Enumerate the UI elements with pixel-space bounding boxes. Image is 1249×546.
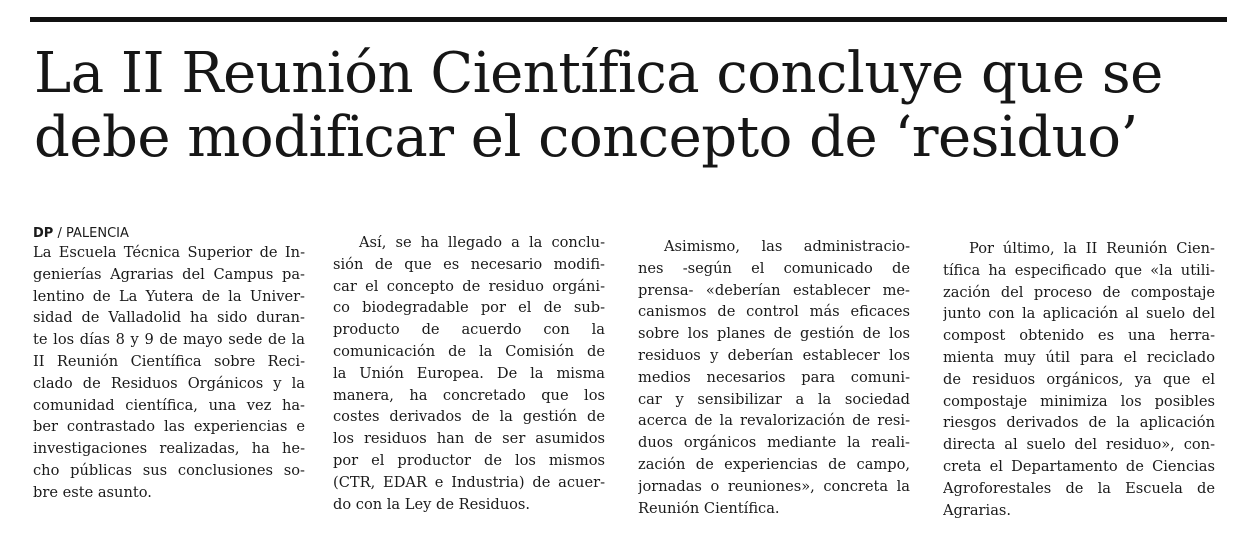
column-4-line: compost obtenido es una herra- — [943, 327, 1215, 345]
column-3-line: canismos de control más eficaces — [638, 303, 910, 321]
column-2-line: producto de acuerdo con la — [333, 321, 605, 339]
column-4-line: creta el Departamento de Ciencias — [943, 457, 1215, 475]
article-column-3 — [638, 236, 910, 519]
column-4-line: Agroforestales de la Escuela de — [943, 479, 1215, 497]
column-1-line: clado de Residuos Orgánicos y la — [33, 374, 305, 392]
column-3-line: residuos y deberían establecer los — [638, 346, 910, 364]
column-1-line: bre este asunto. — [33, 483, 152, 501]
column-3-line: sobre los planes de gestión de los — [638, 325, 910, 343]
column-1-line: investigaciones realizadas, ha he- — [33, 440, 305, 458]
column-1-line: ber contrastado las experiencias e — [33, 418, 305, 436]
column-1-line: comunidad científica, una vez ha- — [33, 396, 305, 414]
column-3-line: prensa- «deberían establecer me- — [638, 281, 910, 299]
byline — [33, 226, 129, 242]
column-4-line: de residuos orgánicos, ya que el — [943, 370, 1215, 388]
column-3-line: acerca de la revalorización de resi- — [638, 412, 910, 430]
column-3-line: jornadas o reuniones», concreta la — [638, 477, 910, 495]
column-2-line: manera, ha concretado que los — [333, 386, 605, 404]
column-2-line: costes derivados de la gestión de — [333, 408, 605, 426]
column-3-line: car y sensibilizar a la sociedad — [638, 390, 910, 408]
column-4-line: Agrarias. — [943, 501, 1012, 519]
article-column-1 — [33, 242, 305, 504]
article-column-2 — [333, 232, 605, 515]
column-3-line: Asimismo, las administracio- — [664, 238, 910, 255]
column-2-line: (CTR, EDAR e Industria) de acuer- — [333, 473, 605, 491]
article-headline — [34, 42, 1224, 170]
column-1-line: genierías Agrarias del Campus pa- — [33, 265, 305, 283]
column-2-line: co biodegradable por el de sub- — [333, 299, 605, 317]
column-3-line: nes -según el comunicado de — [638, 259, 910, 277]
column-4-line: riesgos derivados de la aplicación — [943, 414, 1215, 432]
column-2-line: los residuos han de ser asumidos — [333, 430, 605, 448]
column-4-line: compostaje minimiza los posibles — [943, 392, 1215, 410]
byline-location: PALENCIA — [66, 226, 129, 241]
column-4-line: directa al suelo del residuo», con- — [943, 436, 1215, 454]
column-1-line: II Reunión Científica sobre Reci- — [33, 352, 305, 370]
column-2-line: sión de que es necesario modifi- — [333, 255, 605, 273]
column-4-line: mienta muy útil para el reciclado — [943, 348, 1215, 366]
column-3-line: medios necesarios para comuni- — [638, 368, 910, 386]
column-1-line: te los días 8 y 9 de mayo sede de la — [33, 331, 305, 349]
byline-agency: DP — [33, 226, 54, 241]
column-1-line: sidad de Valladolid ha sido duran- — [33, 309, 305, 327]
column-2-line: por el productor de los mismos — [333, 451, 605, 469]
column-3-line: zación de experiencias de campo, — [638, 455, 910, 473]
column-4-line: Por último, la II Reunión Cien- — [969, 240, 1215, 257]
column-2-line: do con la Ley de Residuos. — [333, 495, 531, 513]
column-2-line: comunicación de la Comisión de — [333, 342, 605, 360]
byline-separator: / — [57, 226, 62, 241]
column-2-line: Así, se ha llegado a la conclu- — [359, 234, 605, 251]
headline-line-1: La II Reunión Científica concluye que se — [34, 41, 1163, 106]
column-4-line: tífica ha especificado que «la utili- — [943, 261, 1215, 279]
column-4-line: zación del proceso de compostaje — [943, 283, 1215, 301]
column-3-line: duos orgánicos mediante la reali- — [638, 434, 910, 452]
column-2-line: car el concepto de residuo orgáni- — [333, 277, 605, 295]
column-1-line: cho públicas sus conclusiones so- — [33, 461, 305, 479]
column-1-line: lentino de La Yutera de la Univer- — [33, 287, 305, 305]
column-3-line: Reunión Científica. — [638, 499, 780, 517]
column-2-line: la Unión Europea. De la misma — [333, 364, 605, 382]
headline-line-2: debe modificar el concepto de ‘residuo’ — [34, 105, 1138, 170]
article-column-4 — [943, 238, 1215, 521]
column-4-line: junto con la aplicación al suelo del — [943, 305, 1215, 323]
top-rule-divider — [30, 17, 1227, 22]
column-1-line: La Escuela Técnica Superior de In- — [33, 244, 305, 261]
